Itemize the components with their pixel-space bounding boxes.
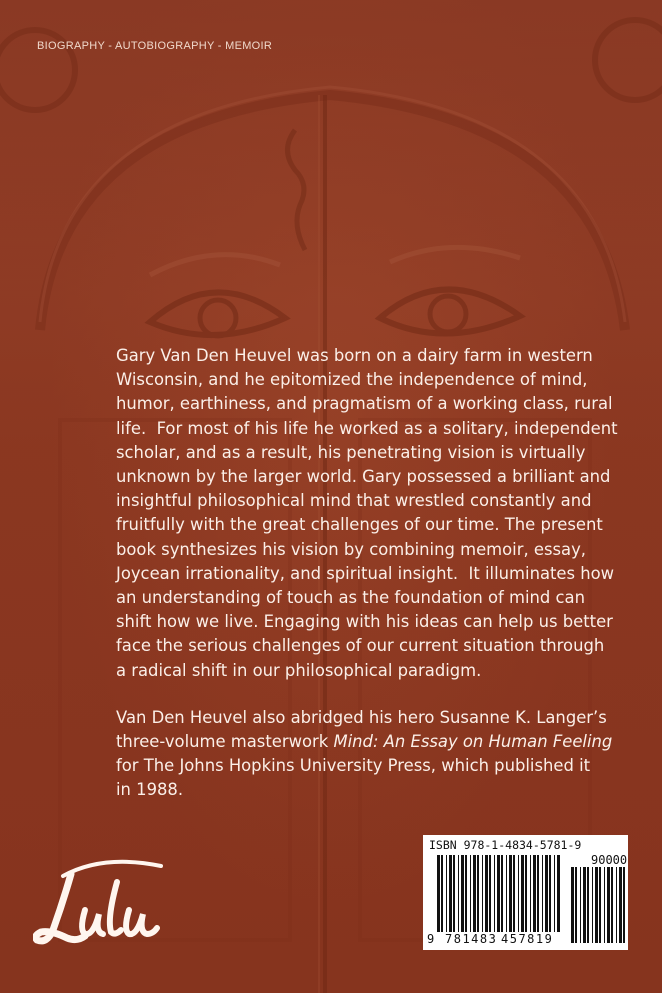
barcode-bar [453, 855, 455, 932]
barcode-bar [506, 855, 507, 932]
barcode-bar [494, 855, 495, 932]
barcode-bar [513, 855, 515, 932]
barcode-bar [623, 867, 625, 943]
barcode-bar [616, 867, 617, 943]
blurb-line: Wisconsin, and he epitomized the independence of mind, [116, 370, 588, 390]
barcode-bar [571, 867, 574, 943]
barcode-bar [533, 855, 536, 932]
blurb-line [116, 730, 636, 754]
barcode-bar [611, 867, 613, 943]
blurb-line: face the serious challenges of our current situation through [116, 636, 605, 656]
barcode-bar [449, 855, 452, 932]
barcode-bar [587, 867, 589, 943]
blurb-line: shift how we live. Engaging with his ideas can help us better [116, 612, 613, 632]
blurb-line: unknown by the larger world. Gary possessed a brilliant and [116, 467, 611, 487]
blurb-line: Gary Van Den Heuvel was born on a dairy farm in western [116, 346, 593, 365]
barcode-bar [501, 855, 503, 932]
barcode-bar [446, 855, 447, 932]
barcode-bar [470, 855, 471, 932]
barcode-bar [542, 855, 543, 932]
blurb-line: an understanding of touch as the foundation of mind can [116, 588, 585, 608]
barcode-bar [518, 855, 519, 932]
blurb-line: scholar, and as a result, his penetrating vision is virtually [116, 442, 586, 462]
blurb-line: in 1988. [116, 780, 184, 800]
barcode-addon-number: 90000 [591, 853, 628, 867]
barcode-bar [497, 855, 500, 932]
barcode-bar [599, 867, 601, 943]
book-category-label: BIOGRAPHY - AUTOBIOGRAPHY - MEMOIR [37, 40, 273, 52]
barcode-bar [482, 855, 483, 932]
barcode-bar [575, 867, 577, 943]
blurb-line: Joycean irrationality, and spiritual insight. It illuminates how [116, 563, 615, 583]
back-cover-blurb [116, 344, 636, 826]
isbn-number: ISBN 978-1-4834-5781-9 [429, 838, 582, 852]
barcode-bar [557, 855, 560, 932]
barcode-bar [521, 855, 524, 932]
blurb-line: a radical shift in our philosophical paradigm. [116, 660, 482, 680]
barcode-bar [530, 855, 531, 932]
barcode-bar [473, 855, 476, 932]
barcode-bar [549, 855, 551, 932]
barcode-bar [465, 855, 467, 932]
barcode-bar [489, 855, 491, 932]
barcode-bar [461, 855, 464, 932]
blurb-line: for The Johns Hopkins University Press, which published it [116, 756, 591, 776]
barcode-bar [437, 855, 440, 932]
barcode-bar [477, 855, 479, 932]
barcode-bar [458, 855, 459, 932]
barcode-bar [604, 867, 605, 943]
blurb-line: fruitfully with the great challenges of our time. The present [116, 515, 603, 535]
barcode-right-digits: 457819 [501, 932, 554, 946]
barcode-left-digits: 781483 [445, 932, 498, 946]
barcode-lead-digit: 9 [427, 932, 435, 946]
blurb-paragraph-1 [116, 344, 636, 683]
barcode-bar [619, 867, 622, 943]
barcode-bar [537, 855, 539, 932]
barcode-bar [580, 867, 581, 943]
barcode-bar [545, 855, 548, 932]
barcode-bar [592, 867, 593, 943]
barcode-bar [607, 867, 610, 943]
blurb-text: three-volume masterwork [116, 732, 334, 752]
barcode-bar [509, 855, 512, 932]
barcode-bar [595, 867, 598, 943]
barcode-bar [485, 855, 488, 932]
barcode-bar [525, 855, 527, 932]
barcode-bar [441, 855, 443, 932]
blurb-line: life. For most of his life he worked as a solitary, independent [116, 418, 618, 438]
blurb-line: book synthesizes his vision by combining memoir, essay, [116, 539, 586, 559]
blurb-paragraph-2 [116, 706, 636, 803]
barcode-bar [554, 855, 555, 932]
book-title-reference: Mind: An Essay on Human Feeling [333, 732, 613, 752]
barcode-bar [583, 867, 586, 943]
blurb-line: humor, earthiness, and pragmatism of a working class, rural [116, 394, 613, 414]
lulu-publisher-logo [33, 852, 173, 952]
blurb-line: insightful philosophical mind that wrestled constantly and [116, 491, 592, 511]
isbn-barcode [423, 835, 628, 950]
blurb-line: Van Den Heuvel also abridged his hero Susanne K. Langer’s [116, 707, 607, 727]
